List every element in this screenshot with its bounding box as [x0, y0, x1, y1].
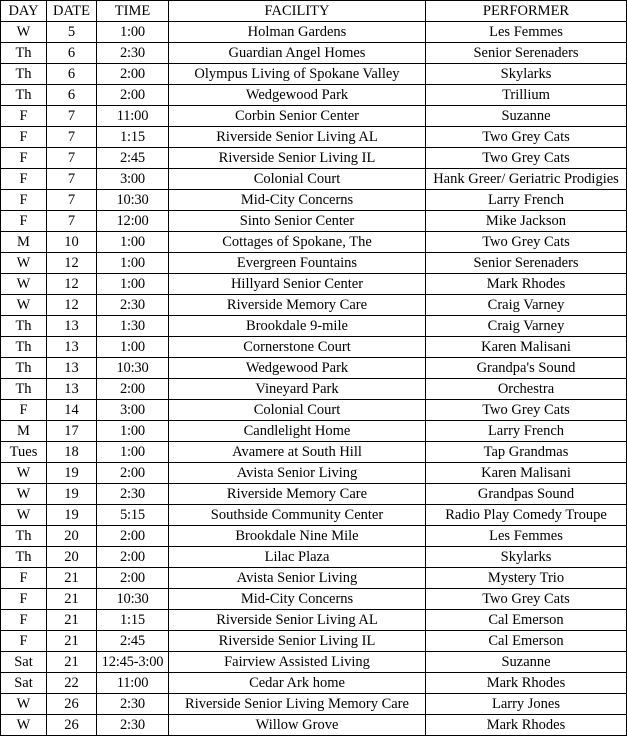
time-cell: 2:00	[97, 547, 169, 568]
facility-cell: Cottages of Spokane, The	[169, 232, 426, 253]
time-cell: 11:00	[97, 106, 169, 127]
facility-cell: Riverside Memory Care	[169, 295, 426, 316]
facility-cell: Riverside Senior Living IL	[169, 148, 426, 169]
date-cell: 21	[47, 631, 97, 652]
facility-cell: Sinto Senior Center	[169, 211, 426, 232]
table-row	[1, 316, 627, 337]
table-row	[1, 715, 627, 736]
day-cell: Sat	[1, 673, 47, 694]
table-row	[1, 694, 627, 715]
day-cell: W	[1, 715, 47, 736]
table-row	[1, 568, 627, 589]
time-cell: 1:00	[97, 22, 169, 43]
time-cell: 10:30	[97, 589, 169, 610]
day-cell: M	[1, 232, 47, 253]
day-cell: W	[1, 484, 47, 505]
performer-cell: Mike Jackson	[426, 211, 627, 232]
day-cell: F	[1, 589, 47, 610]
table-row	[1, 337, 627, 358]
facility-cell: Vineyard Park	[169, 379, 426, 400]
time-cell: 2:00	[97, 379, 169, 400]
date-cell: 18	[47, 442, 97, 463]
day-cell: F	[1, 148, 47, 169]
header-facility: FACILITY	[169, 1, 426, 22]
table-row	[1, 526, 627, 547]
table-row	[1, 43, 627, 64]
facility-cell: Riverside Senior Living IL	[169, 631, 426, 652]
performer-cell: Hank Greer/ Geriatric Prodigies	[426, 169, 627, 190]
table-row	[1, 64, 627, 85]
day-cell: Th	[1, 526, 47, 547]
date-cell: 6	[47, 64, 97, 85]
date-cell: 6	[47, 85, 97, 106]
day-cell: F	[1, 610, 47, 631]
time-cell: 2:30	[97, 484, 169, 505]
time-cell: 12:45-3:00	[97, 652, 169, 673]
day-cell: F	[1, 568, 47, 589]
facility-cell: Mid-City Concerns	[169, 190, 426, 211]
facility-cell: Cedar Ark home	[169, 673, 426, 694]
time-cell: 2:00	[97, 526, 169, 547]
facility-cell: Guardian Angel Homes	[169, 43, 426, 64]
table-row	[1, 148, 627, 169]
date-cell: 26	[47, 715, 97, 736]
facility-cell: Cornerstone Court	[169, 337, 426, 358]
date-cell: 21	[47, 652, 97, 673]
table-row	[1, 463, 627, 484]
performer-cell: Karen Malisani	[426, 463, 627, 484]
performer-cell: Radio Play Comedy Troupe	[426, 505, 627, 526]
facility-cell: Colonial Court	[169, 400, 426, 421]
day-cell: W	[1, 505, 47, 526]
table-row	[1, 232, 627, 253]
time-cell: 1:00	[97, 337, 169, 358]
facility-cell: Fairview Assisted Living	[169, 652, 426, 673]
performer-cell: Mark Rhodes	[426, 274, 627, 295]
performer-cell: Les Femmes	[426, 22, 627, 43]
time-cell: 12:00	[97, 211, 169, 232]
performer-cell: Skylarks	[426, 547, 627, 568]
facility-cell: Avista Senior Living	[169, 463, 426, 484]
time-cell: 3:00	[97, 169, 169, 190]
table-row	[1, 400, 627, 421]
time-cell: 11:00	[97, 673, 169, 694]
facility-cell: Willow Grove	[169, 715, 426, 736]
table-row	[1, 379, 627, 400]
date-cell: 7	[47, 148, 97, 169]
table-row	[1, 673, 627, 694]
performer-cell: Two Grey Cats	[426, 148, 627, 169]
day-cell: M	[1, 421, 47, 442]
performer-cell: Mark Rhodes	[426, 715, 627, 736]
facility-cell: Holman Gardens	[169, 22, 426, 43]
facility-cell: Brookdale Nine Mile	[169, 526, 426, 547]
date-cell: 22	[47, 673, 97, 694]
day-cell: Th	[1, 64, 47, 85]
table-row	[1, 358, 627, 379]
day-cell: Th	[1, 547, 47, 568]
time-cell: 2:45	[97, 148, 169, 169]
time-cell: 1:00	[97, 442, 169, 463]
table-row	[1, 85, 627, 106]
table-row	[1, 169, 627, 190]
time-cell: 1:00	[97, 253, 169, 274]
performer-cell: Cal Emerson	[426, 610, 627, 631]
facility-cell: Candlelight Home	[169, 421, 426, 442]
performer-cell: Cal Emerson	[426, 631, 627, 652]
time-cell: 2:30	[97, 295, 169, 316]
facility-cell: Olympus Living of Spokane Valley	[169, 64, 426, 85]
date-cell: 7	[47, 127, 97, 148]
day-cell: W	[1, 463, 47, 484]
date-cell: 13	[47, 337, 97, 358]
day-cell: W	[1, 274, 47, 295]
header-date: DATE	[47, 1, 97, 22]
performer-cell: Larry French	[426, 190, 627, 211]
facility-cell: Avamere at South Hill	[169, 442, 426, 463]
date-cell: 12	[47, 253, 97, 274]
date-cell: 19	[47, 463, 97, 484]
date-cell: 20	[47, 526, 97, 547]
date-cell: 21	[47, 589, 97, 610]
schedule-body	[1, 22, 627, 736]
performer-cell: Tap Grandmas	[426, 442, 627, 463]
performer-cell: Senior Serenaders	[426, 43, 627, 64]
time-cell: 2:30	[97, 694, 169, 715]
date-cell: 17	[47, 421, 97, 442]
table-row	[1, 484, 627, 505]
day-cell: W	[1, 253, 47, 274]
performer-cell: Senior Serenaders	[426, 253, 627, 274]
performer-cell: Craig Varney	[426, 295, 627, 316]
date-cell: 13	[47, 358, 97, 379]
performer-cell: Orchestra	[426, 379, 627, 400]
date-cell: 21	[47, 568, 97, 589]
header-performer: PERFORMER	[426, 1, 627, 22]
facility-cell: Mid-City Concerns	[169, 589, 426, 610]
facility-cell: Lilac Plaza	[169, 547, 426, 568]
time-cell: 2:00	[97, 463, 169, 484]
facility-cell: Wedgewood Park	[169, 85, 426, 106]
table-row	[1, 631, 627, 652]
performer-cell: Two Grey Cats	[426, 589, 627, 610]
time-cell: 1:00	[97, 421, 169, 442]
time-cell: 1:00	[97, 232, 169, 253]
day-cell: Sat	[1, 652, 47, 673]
table-row	[1, 127, 627, 148]
facility-cell: Evergreen Fountains	[169, 253, 426, 274]
day-cell: Th	[1, 379, 47, 400]
performer-cell: Two Grey Cats	[426, 232, 627, 253]
performer-cell: Grandpas Sound	[426, 484, 627, 505]
header-day: DAY	[1, 1, 47, 22]
time-cell: 1:30	[97, 316, 169, 337]
day-cell: Th	[1, 85, 47, 106]
facility-cell: Riverside Senior Living AL	[169, 127, 426, 148]
date-cell: 21	[47, 610, 97, 631]
table-row	[1, 190, 627, 211]
table-row	[1, 106, 627, 127]
table-row	[1, 652, 627, 673]
header-time: TIME	[97, 1, 169, 22]
performer-cell: Two Grey Cats	[426, 127, 627, 148]
day-cell: Tues	[1, 442, 47, 463]
time-cell: 3:00	[97, 400, 169, 421]
date-cell: 6	[47, 43, 97, 64]
header-row	[1, 1, 627, 22]
performer-cell: Skylarks	[426, 64, 627, 85]
day-cell: F	[1, 631, 47, 652]
date-cell: 7	[47, 106, 97, 127]
facility-cell: Riverside Senior Living AL	[169, 610, 426, 631]
facility-cell: Riverside Memory Care	[169, 484, 426, 505]
time-cell: 1:15	[97, 610, 169, 631]
facility-cell: Avista Senior Living	[169, 568, 426, 589]
day-cell: F	[1, 127, 47, 148]
performer-cell: Karen Malisani	[426, 337, 627, 358]
facility-cell: Corbin Senior Center	[169, 106, 426, 127]
date-cell: 5	[47, 22, 97, 43]
date-cell: 19	[47, 484, 97, 505]
day-cell: Th	[1, 358, 47, 379]
day-cell: W	[1, 295, 47, 316]
table-row	[1, 505, 627, 526]
date-cell: 12	[47, 295, 97, 316]
performer-cell: Two Grey Cats	[426, 400, 627, 421]
day-cell: F	[1, 106, 47, 127]
time-cell: 2:45	[97, 631, 169, 652]
date-cell: 12	[47, 274, 97, 295]
date-cell: 26	[47, 694, 97, 715]
performer-cell: Mark Rhodes	[426, 673, 627, 694]
day-cell: F	[1, 190, 47, 211]
performer-cell: Larry French	[426, 421, 627, 442]
day-cell: F	[1, 400, 47, 421]
table-row	[1, 253, 627, 274]
day-cell: Th	[1, 43, 47, 64]
table-row	[1, 421, 627, 442]
date-cell: 7	[47, 169, 97, 190]
time-cell: 2:30	[97, 715, 169, 736]
date-cell: 14	[47, 400, 97, 421]
day-cell: Th	[1, 316, 47, 337]
date-cell: 19	[47, 505, 97, 526]
time-cell: 2:00	[97, 64, 169, 85]
facility-cell: Riverside Senior Living Memory Care	[169, 694, 426, 715]
table-row	[1, 22, 627, 43]
table-row	[1, 589, 627, 610]
performer-cell: Grandpa's Sound	[426, 358, 627, 379]
table-row	[1, 610, 627, 631]
facility-cell: Brookdale 9-mile	[169, 316, 426, 337]
table-row	[1, 442, 627, 463]
table-row	[1, 547, 627, 568]
table-row	[1, 295, 627, 316]
table-row	[1, 274, 627, 295]
facility-cell: Colonial Court	[169, 169, 426, 190]
facility-cell: Hillyard Senior Center	[169, 274, 426, 295]
performer-cell: Mystery Trio	[426, 568, 627, 589]
date-cell: 20	[47, 547, 97, 568]
day-cell: W	[1, 22, 47, 43]
performer-cell: Les Femmes	[426, 526, 627, 547]
day-cell: F	[1, 211, 47, 232]
day-cell: Th	[1, 337, 47, 358]
date-cell: 7	[47, 211, 97, 232]
time-cell: 1:15	[97, 127, 169, 148]
time-cell: 2:00	[97, 85, 169, 106]
time-cell: 10:30	[97, 358, 169, 379]
time-cell: 2:30	[97, 43, 169, 64]
performer-cell: Suzanne	[426, 652, 627, 673]
table-row	[1, 211, 627, 232]
time-cell: 1:00	[97, 274, 169, 295]
performer-cell: Trillium	[426, 85, 627, 106]
performer-cell: Craig Varney	[426, 316, 627, 337]
time-cell: 2:00	[97, 568, 169, 589]
time-cell: 5:15	[97, 505, 169, 526]
facility-cell: Wedgewood Park	[169, 358, 426, 379]
date-cell: 7	[47, 190, 97, 211]
performer-cell: Larry Jones	[426, 694, 627, 715]
date-cell: 13	[47, 379, 97, 400]
date-cell: 13	[47, 316, 97, 337]
time-cell: 10:30	[97, 190, 169, 211]
day-cell: F	[1, 169, 47, 190]
day-cell: W	[1, 694, 47, 715]
facility-cell: Southside Community Center	[169, 505, 426, 526]
performer-cell: Suzanne	[426, 106, 627, 127]
date-cell: 10	[47, 232, 97, 253]
